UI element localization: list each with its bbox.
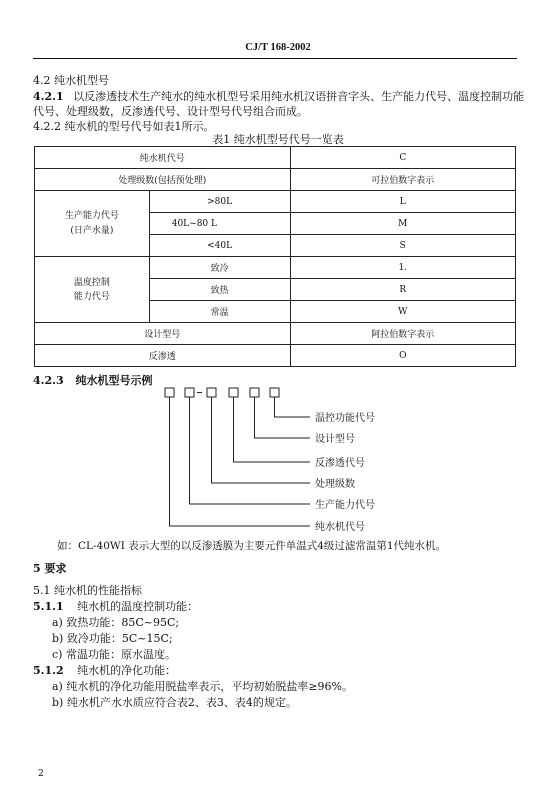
code-box-3 (207, 388, 216, 397)
para-4-2-2: 4.2.2 纯水机的型号代号如表1所示。 (33, 120, 215, 133)
section-5-1-2-title (33, 662, 176, 678)
capacity-label: 生产能力代号 (64, 210, 119, 221)
section-4-2-3-text: 纯水机型号示例 (75, 374, 153, 387)
page-header: CJ/T 168-2002 (245, 42, 311, 53)
list-item: a) 纯水机的净化功能用脱盐率表示，平均初始脱盐率≥96%。 (52, 680, 354, 693)
section-5-1-1-text: 纯水机的温度控制功能： (77, 600, 199, 613)
code-box-4 (229, 388, 238, 397)
table-row (35, 257, 516, 279)
temp-label-cell (35, 257, 150, 323)
table-cell: 常温 (149, 301, 290, 323)
model-code-table (34, 146, 516, 367)
diagram-label: 纯水机代号 (315, 522, 365, 533)
table-row (35, 191, 516, 213)
model-code-diagram (160, 386, 400, 534)
section-5-1-1-number: 5.1.1 (33, 600, 64, 613)
table-row (35, 169, 516, 191)
table-cell: 致冷 (149, 257, 290, 279)
table-cell: <40L (149, 235, 290, 257)
table-cell: M (290, 213, 515, 235)
diagram-label: 生产能力代号 (315, 500, 375, 511)
table-row (35, 323, 516, 345)
code-box-1 (165, 388, 174, 397)
table-row (35, 147, 516, 169)
table-cell: 阿拉伯数字表示 (290, 323, 515, 345)
capacity-sublabel: (日产水量) (70, 225, 114, 236)
table-cell: 处理级数(包括预处理) (35, 169, 291, 191)
table-cell: 反渗透 (35, 345, 291, 367)
temp-sublabel: 能力代号 (73, 291, 110, 302)
section-4-2-3-title (33, 372, 152, 388)
table-cell: 设计型号 (35, 323, 291, 345)
table-cell: S (290, 235, 515, 257)
leader-line-5 (190, 397, 311, 504)
table-cell: W (290, 301, 515, 323)
diagram-label: 反渗透代号 (315, 458, 365, 469)
list-item: a) 致热功能：85C~95C; (52, 616, 180, 629)
leader-line-1 (275, 397, 311, 417)
para-4-2-1-number: 4.2.1 (33, 90, 64, 103)
table-cell: C (290, 147, 515, 169)
table-cell: 致热 (149, 279, 290, 301)
table-cell: 1. (290, 257, 515, 279)
section-5-1-1-title (33, 598, 198, 614)
table-cell: O (290, 345, 515, 367)
list-item: b) 致冷功能：5C~15C; (52, 632, 173, 645)
table-cell: L (290, 191, 515, 213)
leader-line-4 (212, 397, 311, 483)
diagram-label: 设计型号 (315, 434, 355, 445)
model-example: 如：CL-40WI 表示大型的以反渗透膜为主要元件单温式4级过滤常温第1代纯水机。 (57, 540, 447, 552)
section-4-2-title: 4.2 纯水机型号 (33, 74, 109, 87)
para-4-2-1-line2: 代号、处理级数，反渗透代号、设计型号代号组合而成。 (33, 105, 308, 118)
temp-label: 温度控制 (73, 277, 110, 288)
section-5-title: 5 要求 (33, 562, 67, 575)
diagram-label: 温控功能代号 (315, 413, 375, 424)
table-cell: 纯水机代号 (35, 147, 291, 169)
table-row (35, 345, 516, 367)
table-cell: R (290, 279, 515, 301)
list-item: c) 常温功能：原水温度。 (52, 648, 176, 661)
diagram-label: 处理级数 (315, 479, 355, 490)
capacity-label-cell (35, 191, 150, 257)
header-rule (33, 58, 517, 59)
table-cell: 可拉伯数字表示 (290, 169, 515, 191)
page-number: 2 (38, 769, 44, 779)
list-item: b) 纯水机产水水质应符合表2、表3、表4的规定。 (52, 696, 297, 709)
section-4-2-3-number: 4.2.3 (33, 374, 64, 387)
code-box-5 (250, 388, 259, 397)
para-4-2-1-text: 以反渗透技术生产纯水的纯水机型号采用纯水机汉语拼音字头、生产能力代号、温度控制功能 (73, 90, 525, 103)
table-cell: 40L~80 L (149, 213, 290, 235)
table-cell: >80L (149, 191, 290, 213)
leader-line-3 (234, 397, 311, 462)
para-4-2-1-line1 (33, 88, 524, 104)
section-5-1-2-text: 纯水机的净化功能： (77, 664, 177, 677)
table1-title: 表1 纯水机型号代号一览表 (212, 133, 344, 146)
code-box-2 (185, 388, 194, 397)
code-box-6 (270, 388, 279, 397)
section-5-1-title: 5.1 纯水机的性能指标 (33, 584, 142, 597)
section-5-1-2-number: 5.1.2 (33, 664, 64, 677)
